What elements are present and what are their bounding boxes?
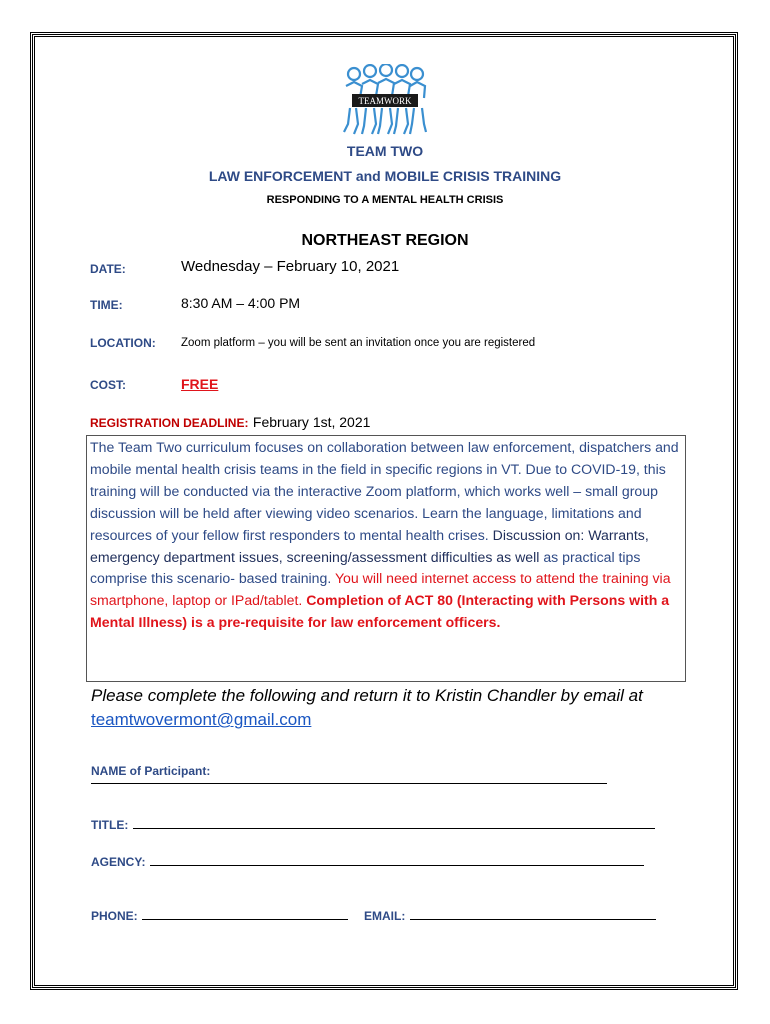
- email-line[interactable]: [410, 907, 656, 920]
- participant-name-field[interactable]: [91, 762, 210, 780]
- date-label: DATE:: [90, 262, 126, 276]
- deadline-label: REGISTRATION DEADLINE:: [90, 416, 249, 430]
- phone-label: PHONE:: [91, 909, 138, 923]
- course-subtitle: RESPONDING TO A MENTAL HEALTH CRISIS: [266, 194, 504, 206]
- phone-field[interactable]: [91, 907, 348, 925]
- location-label: LOCATION:: [90, 336, 156, 350]
- date-value: Wednesday – February 10, 2021: [181, 258, 400, 275]
- info-internet-requirement: You will need internet access to attend the training via smartphone, laptop or IPad/tablet.: [90, 570, 671, 609]
- deadline-value: February 1st, 2021: [252, 414, 371, 430]
- phone-line[interactable]: [142, 907, 348, 920]
- title-field[interactable]: [91, 816, 655, 834]
- title-label: TITLE:: [91, 818, 129, 832]
- curriculum-description: [90, 437, 682, 634]
- info-prerequisite: Completion of ACT 80 (Interacting with Persons with a Mental Illness) is a pre-requisite for law enforcement officers.: [90, 592, 670, 631]
- return-instructions: [91, 684, 691, 732]
- email-label: EMAIL:: [364, 909, 406, 923]
- agency-field[interactable]: [91, 853, 644, 871]
- logo-text: TEAMWORK: [358, 96, 412, 106]
- info-discussion: Discussion on: Warrants, emergency department issues, screening/assessment difficulties as well: [90, 526, 649, 565]
- location-value: Zoom platform – you will be sent an invitation once you are registered: [181, 337, 536, 349]
- course-title: LAW ENFORCEMENT and MOBILE CRISIS TRAINING: [208, 168, 562, 184]
- registration-deadline: [90, 414, 370, 432]
- curriculum-info-box: [86, 435, 686, 682]
- title-line[interactable]: [133, 816, 655, 829]
- time-label: TIME:: [90, 298, 123, 312]
- info-tips: as practical tips comprise this scenario- based training.: [90, 548, 641, 587]
- program-title: TEAM TWO: [346, 143, 424, 159]
- time-value: 8:30 AM – 4:00 PM: [181, 295, 301, 311]
- email-link[interactable]: teamtwovermont@gmail.com: [91, 710, 312, 729]
- instructions-text: Please complete the following and return it to Kristin Chandler by email at: [91, 686, 643, 705]
- agency-label: AGENCY:: [91, 855, 146, 869]
- teamwork-logo-icon: [340, 64, 430, 138]
- agency-line[interactable]: [150, 853, 644, 866]
- email-field[interactable]: [364, 907, 656, 925]
- info-intro: The Team Two curriculum focuses on collaboration between law enforcement, dispatchers and mobile mental health crisis teams in the field in specific regions in VT. Due to COVID-19, this training will be conducted via the interactive Zoom platform, which works well – small group discussion will be held after viewing video scenarios. Learn the language, limitations and resources of your fellow first responders to mental health crises.: [90, 439, 679, 543]
- participant-name-label: NAME of Participant:: [91, 764, 211, 778]
- cost-label: COST:: [90, 378, 126, 392]
- participant-name-line[interactable]: [91, 783, 607, 784]
- cost-value: FREE: [181, 376, 219, 392]
- region-title: NORTHEAST REGION: [301, 232, 469, 249]
